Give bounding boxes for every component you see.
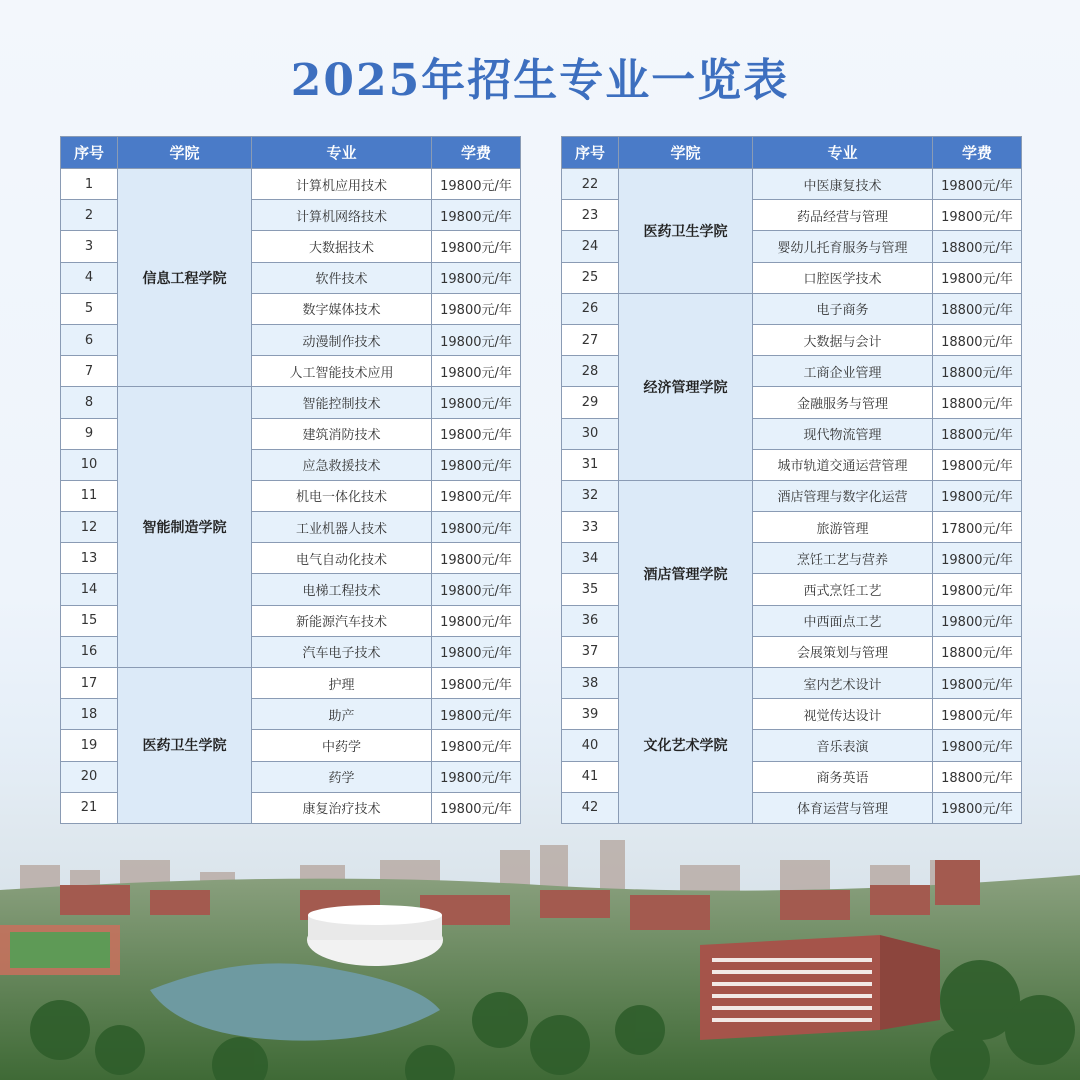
tuition-fee: 19800元/年 [933, 730, 1022, 761]
major-name: 软件技术 [252, 262, 432, 293]
row-number: 21 [61, 792, 118, 823]
header-seq: 序号 [61, 137, 118, 169]
major-name: 电子商务 [753, 293, 933, 324]
table-header-row [562, 137, 1022, 169]
major-name: 商务英语 [753, 761, 933, 792]
tuition-fee: 19800元/年 [432, 512, 521, 543]
tuition-fee: 19800元/年 [933, 605, 1022, 636]
row-number: 4 [61, 262, 118, 293]
tuition-fee: 18800元/年 [933, 387, 1022, 418]
college-name: 医药卫生学院 [619, 169, 753, 294]
tuition-fee: 19800元/年 [933, 200, 1022, 231]
major-name: 城市轨道交通运营管理 [753, 449, 933, 480]
header-major: 专业 [252, 137, 432, 169]
row-number: 6 [61, 324, 118, 355]
tuition-fee: 19800元/年 [933, 699, 1022, 730]
row-number: 26 [562, 293, 619, 324]
row-number: 14 [61, 574, 118, 605]
tuition-fee: 19800元/年 [933, 169, 1022, 200]
major-name: 汽车电子技术 [252, 636, 432, 667]
major-name: 口腔医学技术 [753, 262, 933, 293]
major-name: 机电一体化技术 [252, 480, 432, 511]
page-title: 2025年招生专业一览表 [290, 55, 790, 106]
row-number: 16 [61, 636, 118, 667]
row-number: 20 [61, 761, 118, 792]
major-name: 计算机应用技术 [252, 169, 432, 200]
table-row [562, 480, 1022, 511]
major-name: 计算机网络技术 [252, 200, 432, 231]
tuition-fee: 19800元/年 [432, 730, 521, 761]
major-name: 建筑消防技术 [252, 418, 432, 449]
row-number: 15 [61, 605, 118, 636]
row-number: 35 [562, 574, 619, 605]
major-name: 中西面点工艺 [753, 605, 933, 636]
row-number: 40 [562, 730, 619, 761]
tuition-fee: 19800元/年 [432, 543, 521, 574]
tuition-fee: 19800元/年 [933, 543, 1022, 574]
major-name: 西式烹饪工艺 [753, 574, 933, 605]
tuition-fee: 18800元/年 [933, 324, 1022, 355]
table-row [562, 293, 1022, 324]
header-fee: 学费 [933, 137, 1022, 169]
row-number: 38 [562, 668, 619, 699]
college-name: 医药卫生学院 [118, 668, 252, 824]
major-name: 药学 [252, 761, 432, 792]
row-number: 41 [562, 761, 619, 792]
major-name: 中药学 [252, 730, 432, 761]
row-number: 12 [61, 512, 118, 543]
major-name: 视觉传达设计 [753, 699, 933, 730]
major-name: 动漫制作技术 [252, 324, 432, 355]
major-name: 工业机器人技术 [252, 512, 432, 543]
row-number: 30 [562, 418, 619, 449]
tuition-fee: 17800元/年 [933, 512, 1022, 543]
header-major: 专业 [753, 137, 933, 169]
tuition-fee: 19800元/年 [432, 231, 521, 262]
major-name: 体育运营与管理 [753, 792, 933, 823]
table-row [61, 668, 521, 699]
row-number: 8 [61, 387, 118, 418]
major-name: 室内艺术设计 [753, 668, 933, 699]
major-name: 电气自动化技术 [252, 543, 432, 574]
header-fee: 学费 [432, 137, 521, 169]
table-row [562, 169, 1022, 200]
row-number: 36 [562, 605, 619, 636]
tuition-fee: 19800元/年 [432, 668, 521, 699]
college-name: 酒店管理学院 [619, 480, 753, 667]
row-number: 11 [61, 480, 118, 511]
tuition-fee: 18800元/年 [933, 636, 1022, 667]
tuition-fee: 19800元/年 [432, 418, 521, 449]
row-number: 31 [562, 449, 619, 480]
row-number: 42 [562, 792, 619, 823]
tuition-fee: 19800元/年 [432, 792, 521, 823]
major-name: 旅游管理 [753, 512, 933, 543]
tuition-fee: 19800元/年 [432, 356, 521, 387]
row-number: 18 [61, 699, 118, 730]
row-number: 39 [562, 699, 619, 730]
row-number: 17 [61, 668, 118, 699]
tuition-fee: 18800元/年 [933, 418, 1022, 449]
majors-table-left [60, 136, 521, 824]
college-name: 智能制造学院 [118, 387, 252, 668]
tuition-fee: 19800元/年 [933, 262, 1022, 293]
row-number: 27 [562, 324, 619, 355]
college-name: 信息工程学院 [118, 169, 252, 387]
row-number: 25 [562, 262, 619, 293]
major-name: 护理 [252, 668, 432, 699]
tuition-fee: 19800元/年 [432, 293, 521, 324]
row-number: 22 [562, 169, 619, 200]
majors-table-right [561, 136, 1022, 824]
tuition-fee: 18800元/年 [933, 761, 1022, 792]
tuition-fee: 18800元/年 [933, 293, 1022, 324]
major-name: 电梯工程技术 [252, 574, 432, 605]
row-number: 2 [61, 200, 118, 231]
row-number: 33 [562, 512, 619, 543]
row-number: 23 [562, 200, 619, 231]
row-number: 29 [562, 387, 619, 418]
tuition-fee: 19800元/年 [432, 449, 521, 480]
major-name: 大数据技术 [252, 231, 432, 262]
major-name: 数字媒体技术 [252, 293, 432, 324]
college-name: 文化艺术学院 [619, 668, 753, 824]
row-number: 37 [562, 636, 619, 667]
tuition-fee: 19800元/年 [432, 200, 521, 231]
tuition-fee: 19800元/年 [432, 324, 521, 355]
row-number: 3 [61, 231, 118, 262]
major-name: 药品经营与管理 [753, 200, 933, 231]
major-name: 烹饪工艺与营养 [753, 543, 933, 574]
tuition-fee: 19800元/年 [432, 574, 521, 605]
major-name: 酒店管理与数字化运营 [753, 480, 933, 511]
major-name: 大数据与会计 [753, 324, 933, 355]
tuition-fee: 18800元/年 [933, 231, 1022, 262]
tuition-fee: 19800元/年 [933, 668, 1022, 699]
tuition-fee: 19800元/年 [432, 605, 521, 636]
tuition-fee: 19800元/年 [933, 480, 1022, 511]
row-number: 13 [61, 543, 118, 574]
row-number: 10 [61, 449, 118, 480]
tuition-fee: 19800元/年 [432, 761, 521, 792]
major-name: 婴幼儿托育服务与管理 [753, 231, 933, 262]
row-number: 28 [562, 356, 619, 387]
major-name: 新能源汽车技术 [252, 605, 432, 636]
tuition-fee: 18800元/年 [933, 356, 1022, 387]
major-name: 智能控制技术 [252, 387, 432, 418]
college-name: 经济管理学院 [619, 293, 753, 480]
major-name: 音乐表演 [753, 730, 933, 761]
major-name: 现代物流管理 [753, 418, 933, 449]
tuition-fee: 19800元/年 [432, 262, 521, 293]
major-name: 助产 [252, 699, 432, 730]
row-number: 9 [61, 418, 118, 449]
row-number: 34 [562, 543, 619, 574]
header-seq: 序号 [562, 137, 619, 169]
row-number: 1 [61, 169, 118, 200]
tuition-fee: 19800元/年 [432, 387, 521, 418]
major-name: 工商企业管理 [753, 356, 933, 387]
table-row [61, 169, 521, 200]
table-header-row [61, 137, 521, 169]
table-row [562, 668, 1022, 699]
header-college: 学院 [118, 137, 252, 169]
row-number: 7 [61, 356, 118, 387]
tuition-fee: 19800元/年 [432, 636, 521, 667]
tuition-fee: 19800元/年 [933, 792, 1022, 823]
major-name: 中医康复技术 [753, 169, 933, 200]
tuition-fee: 19800元/年 [432, 480, 521, 511]
tuition-fee: 19800元/年 [933, 449, 1022, 480]
row-number: 19 [61, 730, 118, 761]
row-number: 32 [562, 480, 619, 511]
major-name: 应急救援技术 [252, 449, 432, 480]
header-college: 学院 [619, 137, 753, 169]
major-name: 人工智能技术应用 [252, 356, 432, 387]
major-name: 金融服务与管理 [753, 387, 933, 418]
tuition-fee: 19800元/年 [432, 699, 521, 730]
row-number: 24 [562, 231, 619, 262]
table-row [61, 387, 521, 418]
tuition-fee: 19800元/年 [432, 169, 521, 200]
row-number: 5 [61, 293, 118, 324]
major-name: 康复治疗技术 [252, 792, 432, 823]
tuition-fee: 19800元/年 [933, 574, 1022, 605]
major-name: 会展策划与管理 [753, 636, 933, 667]
